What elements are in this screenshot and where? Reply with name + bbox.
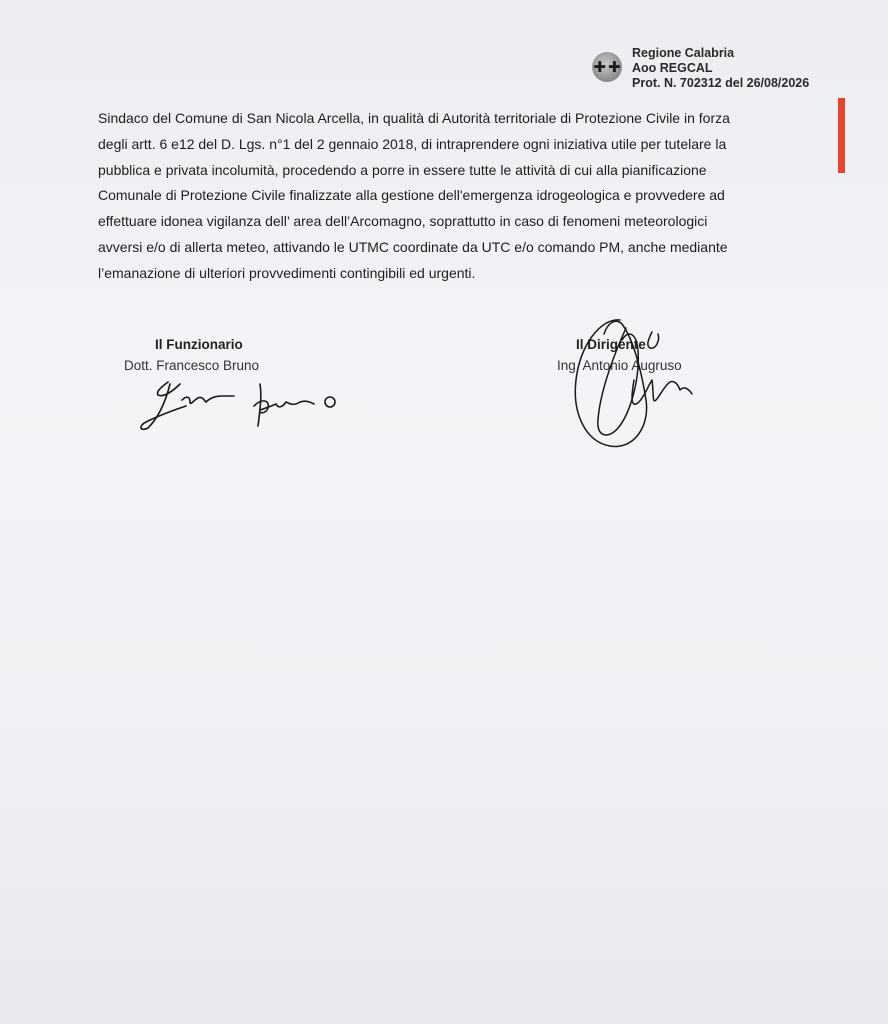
body-line: pubblica e privata incolumità, procedendo a porre in essere tutte le attività di cui alla pianificazione bbox=[98, 161, 707, 178]
document-body bbox=[98, 106, 810, 287]
red-margin-mark bbox=[838, 98, 845, 173]
stamp-text bbox=[632, 46, 809, 91]
body-line: Sindaco del Comune di San Nicola Arcella, in qualità di Autorità territoriale di Protezione Civile in forza bbox=[98, 110, 730, 126]
stamp-line-aoo: Aoo REGCAL bbox=[632, 61, 713, 75]
cross-emblem-icon: ✚✚ bbox=[593, 58, 623, 76]
signatory-left-title: Il Funzionario bbox=[155, 337, 243, 352]
signatory-left-name: Dott. Francesco Bruno bbox=[124, 358, 260, 373]
stamp-line-protocol: Prot. N. 702312 del 26/08/2026 bbox=[632, 76, 810, 90]
body-line: avversi e/o di allerta meteo, attivando le UTMC coordinate da UTC e/o comando PM, anche mediante bbox=[98, 238, 728, 255]
body-line: Comunale di Protezione Civile finalizzate alla gestione dell'emergenza idrogeologica e provvedere ad bbox=[98, 187, 725, 204]
stamp-line-region: Regione Calabria bbox=[632, 46, 735, 60]
signature-left-image bbox=[130, 370, 350, 440]
signature-right-image bbox=[560, 310, 710, 455]
body-line: l’emanazione di ulteriori provvedimenti contingibili ed urgenti. bbox=[98, 264, 476, 281]
body-line: effettuare idonea vigilanza dell’ area dell’Arcomagno, soprattutto in caso di fenomeni meteorologici bbox=[98, 213, 708, 230]
protocol-stamp bbox=[588, 46, 848, 96]
signatory-right-name: Ing. Antonio Augruso bbox=[557, 358, 682, 373]
signatory-right-title: Il Dirigente bbox=[576, 337, 646, 352]
body-line: degli artt. 6 e12 del D. Lgs. n°1 del 2 gennaio 2018, di intraprendere ogni iniziativa utile per tutelare la bbox=[98, 135, 727, 152]
